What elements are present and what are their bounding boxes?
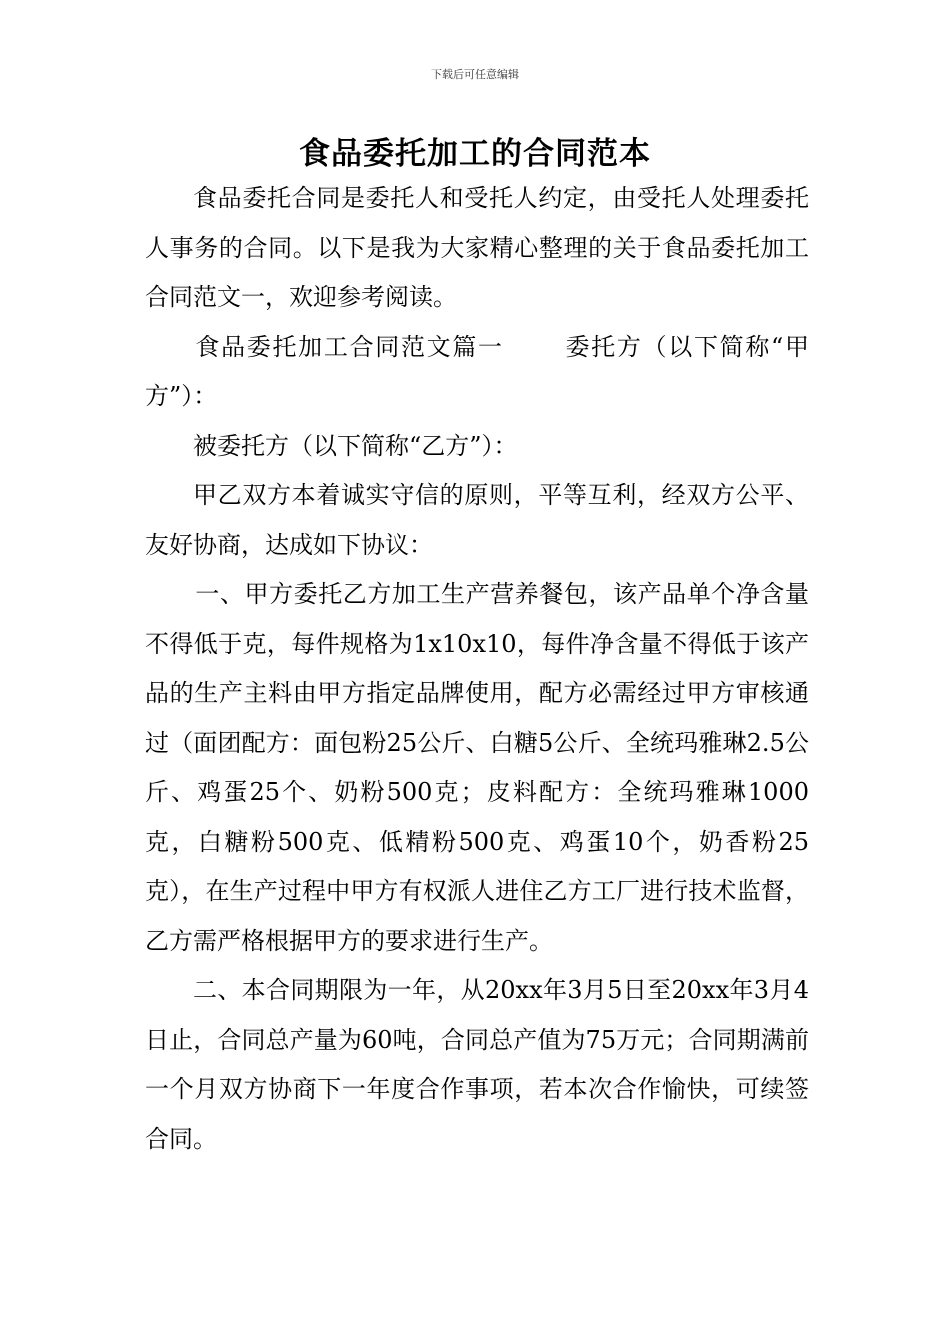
party-b-line: 被委托方（以下简称“乙方”）： — [193, 431, 518, 460]
party-a-line: 委托方（以下简称“甲方”）： — [145, 332, 810, 410]
clause-2-paragraph: 二、本合同期限为一年，从20xx年3月5日至20xx年3月4日止，合同总产量为60吨，合同总产值为75万元；合同期满前一个月双方协商下一年度合作事项，若本次合作愉快，可续签合同。 — [145, 976, 809, 1153]
section-heading-paragraph — [145, 323, 809, 422]
principle-paragraph: 甲乙双方本着诚实守信的原则，平等互利，经双方公平、友好协商，达成如下协议： — [145, 481, 809, 559]
section-heading: 食品委托加工合同范文篇一 — [195, 332, 504, 361]
intro-paragraph: 食品委托合同是委托人和受托人约定，由受托人处理委托人事务的合同。以下是我为大家精心整理的关于食品委托加工合同范文一，欢迎参考阅读。 — [145, 184, 809, 311]
document-body — [145, 174, 809, 1164]
document-title: 食品委托加工的合同范本 — [299, 136, 651, 172]
clause-1-paragraph: 一、甲方委托乙方加工生产营养餐包，该产品单个净含量不得低于克，每件规格为1x10x10，每件净含量不得低于该产品的生产主料由甲方指定品牌使用，配方必需经过甲方审核通过（面团配方：面包粉25公斤、白糖5公斤、全统玛雅琳2.5公斤、鸡蛋25个、奶粉500克；皮料配方：全统玛雅琳1000克，白糖粉500克、低精粉500克、鸡蛋10个，奶香粉25克），在生产过程中甲方有权派人进住乙方工厂进行技术监督，乙方需严格根据甲方的要求进行生产。 — [145, 580, 809, 955]
header-note: 下载后可任意编辑 — [431, 68, 519, 81]
